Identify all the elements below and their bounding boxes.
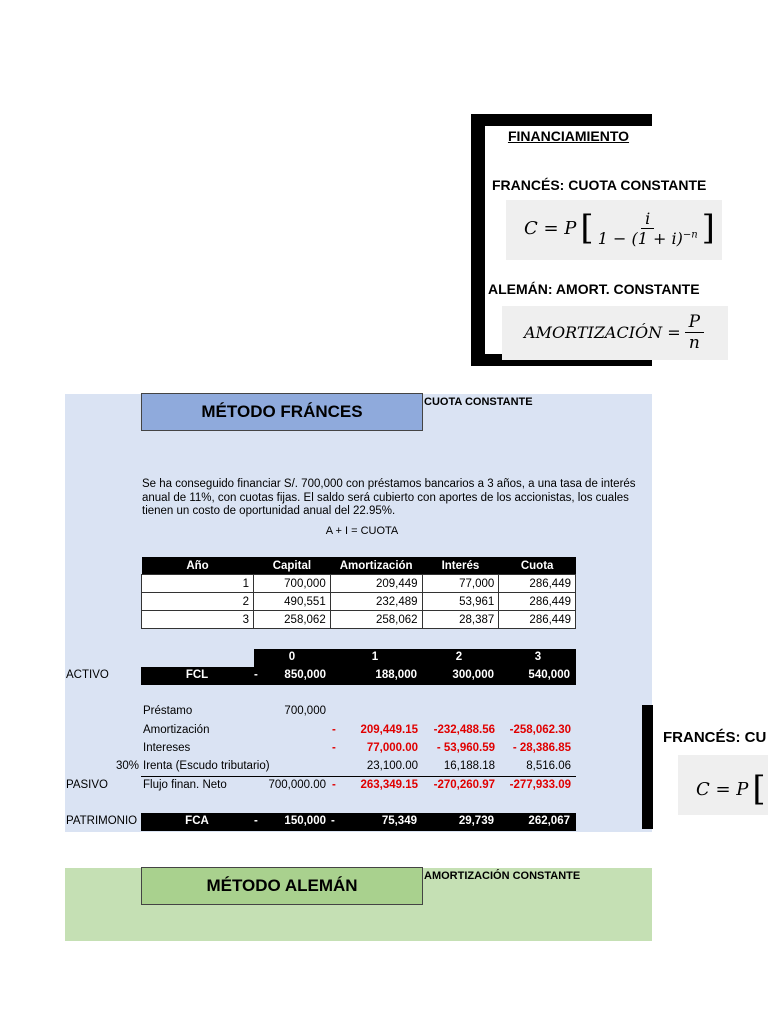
amortizacion-label: Amortización: [143, 724, 210, 736]
cell-ano: 2: [142, 593, 254, 611]
col-header-interes: Interés: [422, 557, 499, 575]
flujo-finan-value-0: 700,000.00: [268, 779, 326, 791]
flujo-finan-value-3: -277,933.09: [509, 779, 571, 791]
col-header-amortizacion: Amortización: [330, 557, 422, 575]
irenta-pct: 30%: [116, 760, 140, 772]
cell-interes: 77,000: [422, 575, 499, 593]
cell-capital: 700,000: [254, 575, 331, 593]
aleman-heading: ALEMÁN: AMORT. CONSTANTE: [488, 281, 700, 297]
cell-amortizacion: 232,489: [330, 593, 422, 611]
card2-formula: C = P [: [678, 755, 768, 815]
card2-heading: FRANCÉS: CU: [663, 729, 767, 746]
period-2: 2: [455, 651, 463, 663]
fcl-value-0: 850,000: [284, 669, 326, 681]
cell-ano: 1: [142, 575, 254, 593]
irenta-value-1: 23,100.00: [366, 760, 418, 772]
fcl-dash: -: [254, 669, 258, 681]
cell-capital: 258,062: [254, 611, 331, 629]
frances-formula: C = P [ $\frac{i}{1 - (1 + i)^{-n}}$ ]: [506, 200, 722, 260]
table-row: [142, 611, 576, 629]
aleman-formula-lhs: AMORTIZACIÓN =: [524, 323, 681, 342]
cell-interes: 53,961: [422, 593, 499, 611]
cell-cuota: 286,449: [499, 575, 576, 593]
aleman-subtitle: AMORTIZACIÓN CONSTANTE: [424, 870, 581, 882]
cell-amortizacion: 209,449: [330, 575, 422, 593]
aleman-title: MÉTODO ALEMÁN: [141, 867, 423, 905]
fcl-value-1: 188,000: [375, 669, 417, 681]
intereses-value-3: - 28,386.85: [512, 742, 571, 754]
amortizacion-dash: -: [332, 724, 336, 736]
cell-cuota: 286,449: [499, 611, 576, 629]
patrimonio-label: PATRIMONIO: [66, 815, 138, 827]
cell-capital: 490,551: [254, 593, 331, 611]
table-row: [142, 593, 576, 611]
fca-label: FCA: [185, 815, 209, 827]
frances-formula-denominator: 1 − (1 + i): [597, 228, 683, 248]
flujo-finan-value-1: 263,349.15: [360, 779, 418, 791]
fca-dash: -: [254, 815, 258, 827]
flujo-finan-label: Flujo finan. Neto: [143, 779, 227, 791]
formula-card-partial: [642, 705, 768, 829]
cell-amortizacion: 258,062: [330, 611, 422, 629]
amortization-table: [141, 557, 576, 629]
intereses-value-1: 77,000.00: [366, 742, 418, 754]
cuota-equation: A + I = CUOTA: [325, 525, 399, 537]
table-row: [142, 575, 576, 593]
amortizacion-value-2: -232,488.56: [433, 724, 495, 736]
frances-formula-lhs: C = P: [524, 217, 577, 239]
prestamo-label: Préstamo: [143, 705, 193, 717]
fca-dash-2: -: [331, 815, 335, 827]
cell-cuota: 286,449: [499, 593, 576, 611]
frances-formula-numerator: i: [641, 209, 654, 229]
irenta-value-3: 8,516.06: [526, 760, 571, 772]
fca-value-1: 75,349: [381, 815, 417, 827]
period-3: 3: [534, 651, 542, 663]
formula-card: [471, 114, 715, 366]
intereses-value-2: - 53,960.59: [436, 742, 495, 754]
frances-heading: FRANCÉS: CUOTA CONSTANTE: [492, 177, 707, 193]
problem-statement: Se ha conseguido financiar S/. 700,000 con préstamos bancarios a 3 años, a una tasa de interés anual de 11%, con cuotas fijas. El saldo será cubierto con aportes de los accionistas, los cuales tienen un costo de oportunidad anual del 22.95%.: [142, 478, 636, 517]
card2-formula-lhs: C = P: [696, 778, 749, 800]
prestamo-value: 700,000: [284, 705, 326, 717]
frances-formula-exponent: −n: [682, 229, 698, 241]
activo-label: ACTIVO: [66, 669, 109, 681]
flujo-finan-value-2: -270,260.97: [433, 779, 495, 791]
intereses-label: Intereses: [143, 742, 191, 754]
period-1: 1: [371, 651, 379, 663]
amortizacion-value-3: -258,062.30: [509, 724, 571, 736]
aleman-formula-numerator: P: [685, 312, 704, 333]
frances-subtitle: CUOTA CONSTANTE: [424, 396, 533, 408]
irenta-label: Irenta (Escudo tributario): [143, 760, 270, 772]
aleman-formula-denominator: n: [688, 333, 700, 353]
aleman-formula: [502, 306, 728, 360]
irenta-value-2: 16,188.18: [443, 760, 495, 772]
fcl-label: FCL: [185, 669, 209, 681]
fca-value-0: 150,000: [284, 815, 326, 827]
cell-ano: 3: [142, 611, 254, 629]
frances-title: MÉTODO FRÁNCES: [141, 393, 423, 431]
formula-card-partial-body: [653, 705, 768, 829]
flujo-finan-dash: -: [332, 779, 336, 791]
formula-card-title: FINANCIAMIENTO: [507, 128, 630, 144]
cell-interes: 28,387: [422, 611, 499, 629]
fcl-value-3: 540,000: [528, 669, 570, 681]
col-header-ano: Año: [142, 557, 254, 575]
fca-value-3: 262,067: [528, 815, 570, 827]
col-header-capital: Capital: [254, 557, 331, 575]
period-0: 0: [288, 651, 296, 663]
total-separator: [141, 776, 576, 777]
formula-card-body: [485, 126, 715, 354]
col-header-cuota: Cuota: [499, 557, 576, 575]
fca-value-2: 29,739: [458, 815, 494, 827]
amortizacion-value-1: 209,449.15: [360, 724, 418, 736]
intereses-dash: -: [332, 742, 336, 754]
fcl-value-2: 300,000: [452, 669, 494, 681]
pasivo-label: PASIVO: [66, 779, 108, 791]
